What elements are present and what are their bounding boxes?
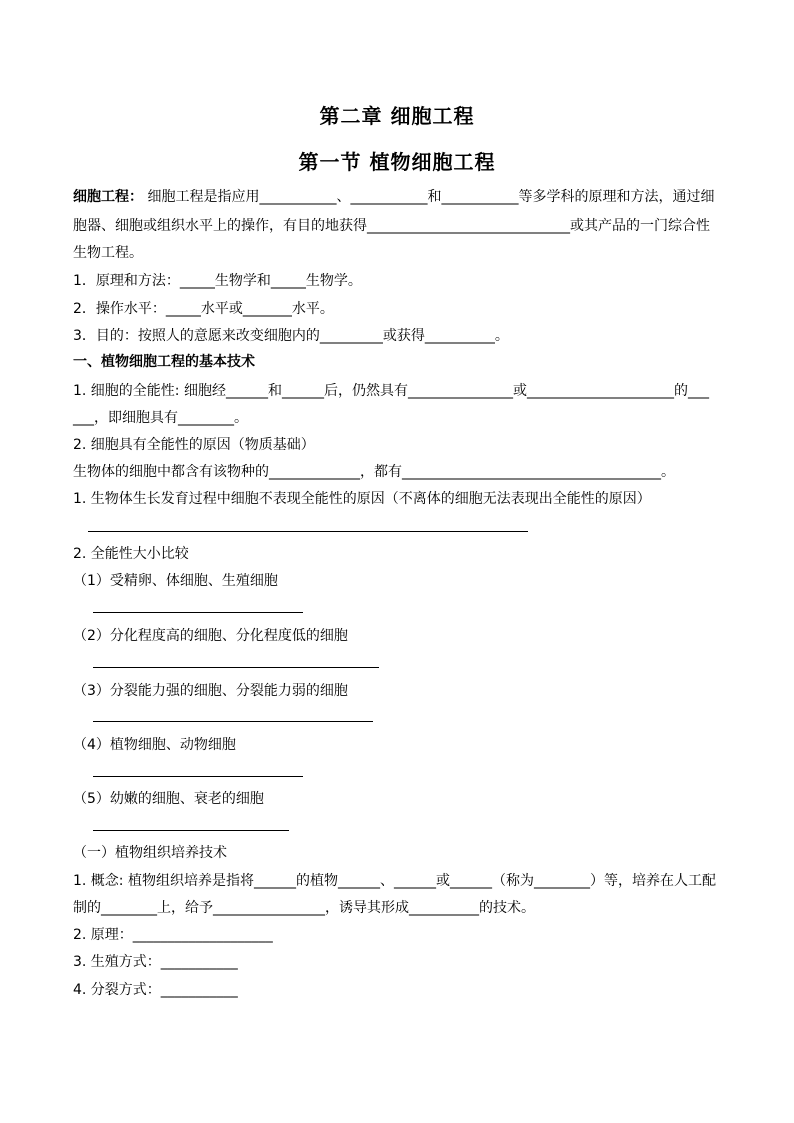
intro-line-1	[73, 188, 734, 206]
point-2: 2．操作水平：_____水平或_______水平。	[73, 301, 334, 317]
subsection-1: （一）植物组织培养技术	[73, 845, 227, 861]
point-3: 3．目的：按照人的意愿来改变细胞内的_________或获得__________。	[73, 328, 509, 344]
compare-4: （4）植物细胞、动物细胞	[73, 737, 236, 753]
division-line: 4. 分裂方式：___________	[73, 982, 238, 998]
compare-5: （5）幼嫩的细胞、衰老的细胞	[73, 791, 264, 807]
answer-line	[93, 721, 373, 722]
answer-line	[93, 776, 303, 777]
term-label: 细胞工程：	[73, 189, 143, 205]
principle-line: 2. 原理：____________________	[73, 927, 273, 943]
reproduction-line: 3. 生殖方式：___________	[73, 954, 238, 970]
heading-1: 一、植物细胞工程的基本技术	[73, 354, 255, 370]
intro-text-1: 细胞工程是指应用___________、___________和___________等多学科的原理和方法，通过细	[147, 189, 715, 205]
question-2a: 生物体的细胞中都含有该物种的_____________，都有_____________________________________。	[73, 464, 675, 480]
intro-line-2: 胞器、细胞或组织水平上的操作，有目的地获得_____________________________或其产品的一门综合性	[73, 218, 710, 234]
compare-3: （3）分裂能力强的细胞、分裂能力弱的细胞	[73, 683, 348, 699]
question-3: 1. 生物体生长发育过程中细胞不表现全能性的原因（不离体的细胞无法表现出全能性的原因）	[73, 491, 651, 507]
compare-1: （1）受精卵、体细胞、生殖细胞	[73, 573, 278, 589]
answer-line	[88, 531, 528, 532]
answer-line	[93, 667, 379, 668]
question-2: 2. 细胞具有全能性的原因（物质基础）	[73, 437, 315, 453]
chapter-title: 第二章 细胞工程	[319, 104, 475, 128]
question-1b: ___，即细胞具有________。	[73, 410, 248, 426]
definition-1a: 1. 概念: 植物组织培养是指将______的植物______、______或______（称为________）等，培养在人工配	[73, 873, 716, 889]
intro-line-3: 生物工程。	[73, 245, 143, 261]
answer-line	[93, 612, 303, 613]
point-1: 1．原理和方法：_____生物学和_____生物学。	[73, 273, 362, 289]
answer-line	[93, 830, 289, 831]
question-1a: 1. 细胞的全能性: 细胞经______和______后，仍然具有_______________或_____________________的___	[73, 383, 709, 399]
question-4: 2. 全能性大小比较	[73, 546, 189, 562]
compare-2: （2）分化程度高的细胞、分化程度低的细胞	[73, 628, 348, 644]
section-title: 第一节 植物细胞工程	[298, 150, 496, 174]
definition-1b: 制的________上，给予________________，诱导其形成__________的技术。	[73, 900, 535, 916]
